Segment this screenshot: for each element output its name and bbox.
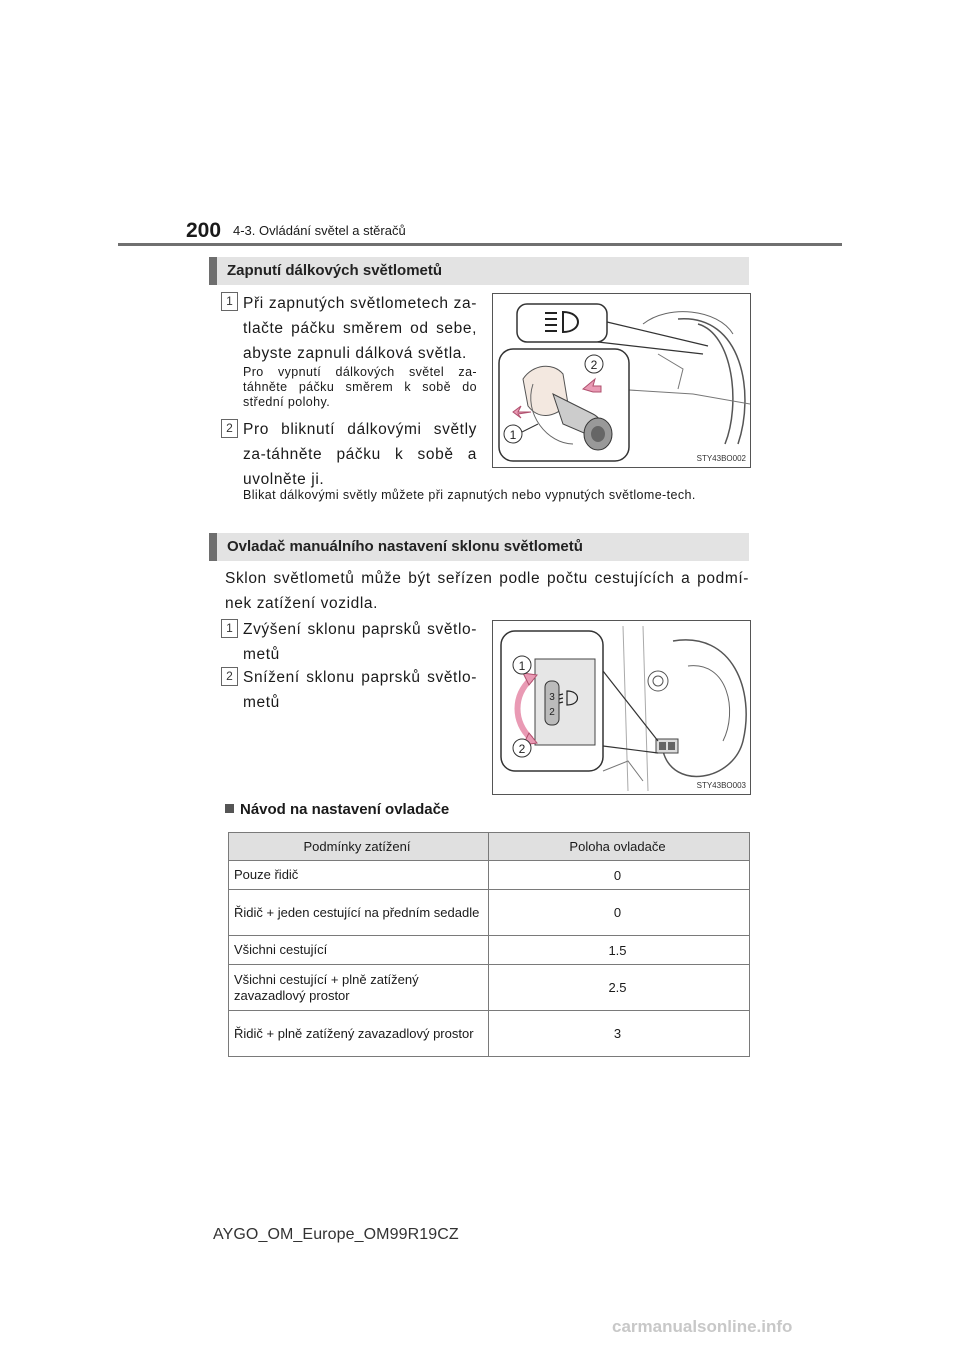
dial-mark-upper: 3 (549, 692, 555, 703)
column-header: Poloha ovladače (489, 833, 750, 861)
callout-1: 1 (509, 428, 517, 442)
position-cell: 0 (489, 861, 750, 890)
callout-1: 1 (518, 659, 526, 673)
table-row (229, 965, 750, 1011)
figure-code: STY43BO002 (696, 454, 746, 463)
section-title: Zapnutí dálkových světlometů (227, 262, 443, 279)
leveling-dial-illustration (493, 621, 750, 794)
condition-cell: Všichni cestující + plně zatížený zavazadlový prostor (229, 965, 489, 1011)
section-note: Blikat dálkovými světly můžete při zapnutých nebo vypnutých světlome-tech. (243, 488, 696, 502)
watermark: carmanualsonline.info (612, 1317, 793, 1336)
callout-2: 2 (590, 358, 598, 372)
condition-cell: Řidič + plně zatížený zavazadlový prostor (229, 1011, 489, 1057)
position-cell: 3 (489, 1011, 750, 1057)
chapter-title: 4-3. Ovládání světel a stěračů (233, 223, 406, 238)
callout-2: 2 (518, 742, 526, 756)
step-number: 2 (221, 419, 238, 438)
figure-leveling-dial (492, 620, 751, 795)
position-cell: 0 (489, 890, 750, 936)
guide-heading-text: Návod na nastavení ovladače (240, 801, 450, 818)
figure-code: STY43BO003 (696, 781, 746, 790)
section-heading-high-beam (209, 257, 749, 285)
page-number: 200 (186, 219, 222, 242)
header-divider (118, 243, 842, 246)
dial-mark-lower: 2 (549, 707, 555, 718)
table-row (229, 1011, 750, 1057)
section-heading-leveling-dial (209, 533, 749, 561)
step-text: Pro bliknutí dálkovými světly za-táhněte páčku k sobě a uvolněte ji. (243, 421, 477, 488)
step-text: Při zapnutých světlometech za-tlačte páčku směrem od sebe, abyste zapnuli dálková světla. (243, 295, 477, 362)
item-text: Zvýšení sklonu paprsků světlo-metů (243, 621, 477, 663)
item-text: Snížení sklonu paprsků světlo-metů (243, 669, 477, 711)
step-note: Pro vypnutí dálkových světel za-táhněte páčku směrem k sobě do střední polohy. (243, 365, 477, 409)
item-number: 2 (221, 667, 238, 686)
section-intro: Sklon světlometů může být seřízen podle počtu cestujících a podmí-nek zatížení vozidla. (225, 570, 749, 612)
table-header-row (229, 833, 750, 861)
load-conditions-table (228, 832, 750, 1057)
section-title: Ovladač manuálního nastavení sklonu světlometů (227, 538, 583, 555)
document-id: AYGO_OM_Europe_OM99R19CZ (213, 1226, 459, 1243)
condition-cell: Řidič + jeden cestující na předním sedadle (229, 890, 489, 936)
position-cell: 2.5 (489, 965, 750, 1011)
position-cell: 1.5 (489, 936, 750, 965)
column-header: Podmínky zatížení (229, 833, 489, 861)
table-row (229, 861, 750, 890)
condition-cell: Pouze řidič (229, 861, 489, 890)
headlight-lever-illustration (493, 294, 750, 467)
square-bullet-icon (225, 804, 234, 813)
step-number: 1 (221, 292, 238, 311)
table-row (229, 890, 750, 936)
figure-headlight-lever (492, 293, 751, 468)
table-row (229, 936, 750, 965)
guide-heading (225, 801, 449, 818)
item-number: 1 (221, 619, 238, 638)
condition-cell: Všichni cestující (229, 936, 489, 965)
